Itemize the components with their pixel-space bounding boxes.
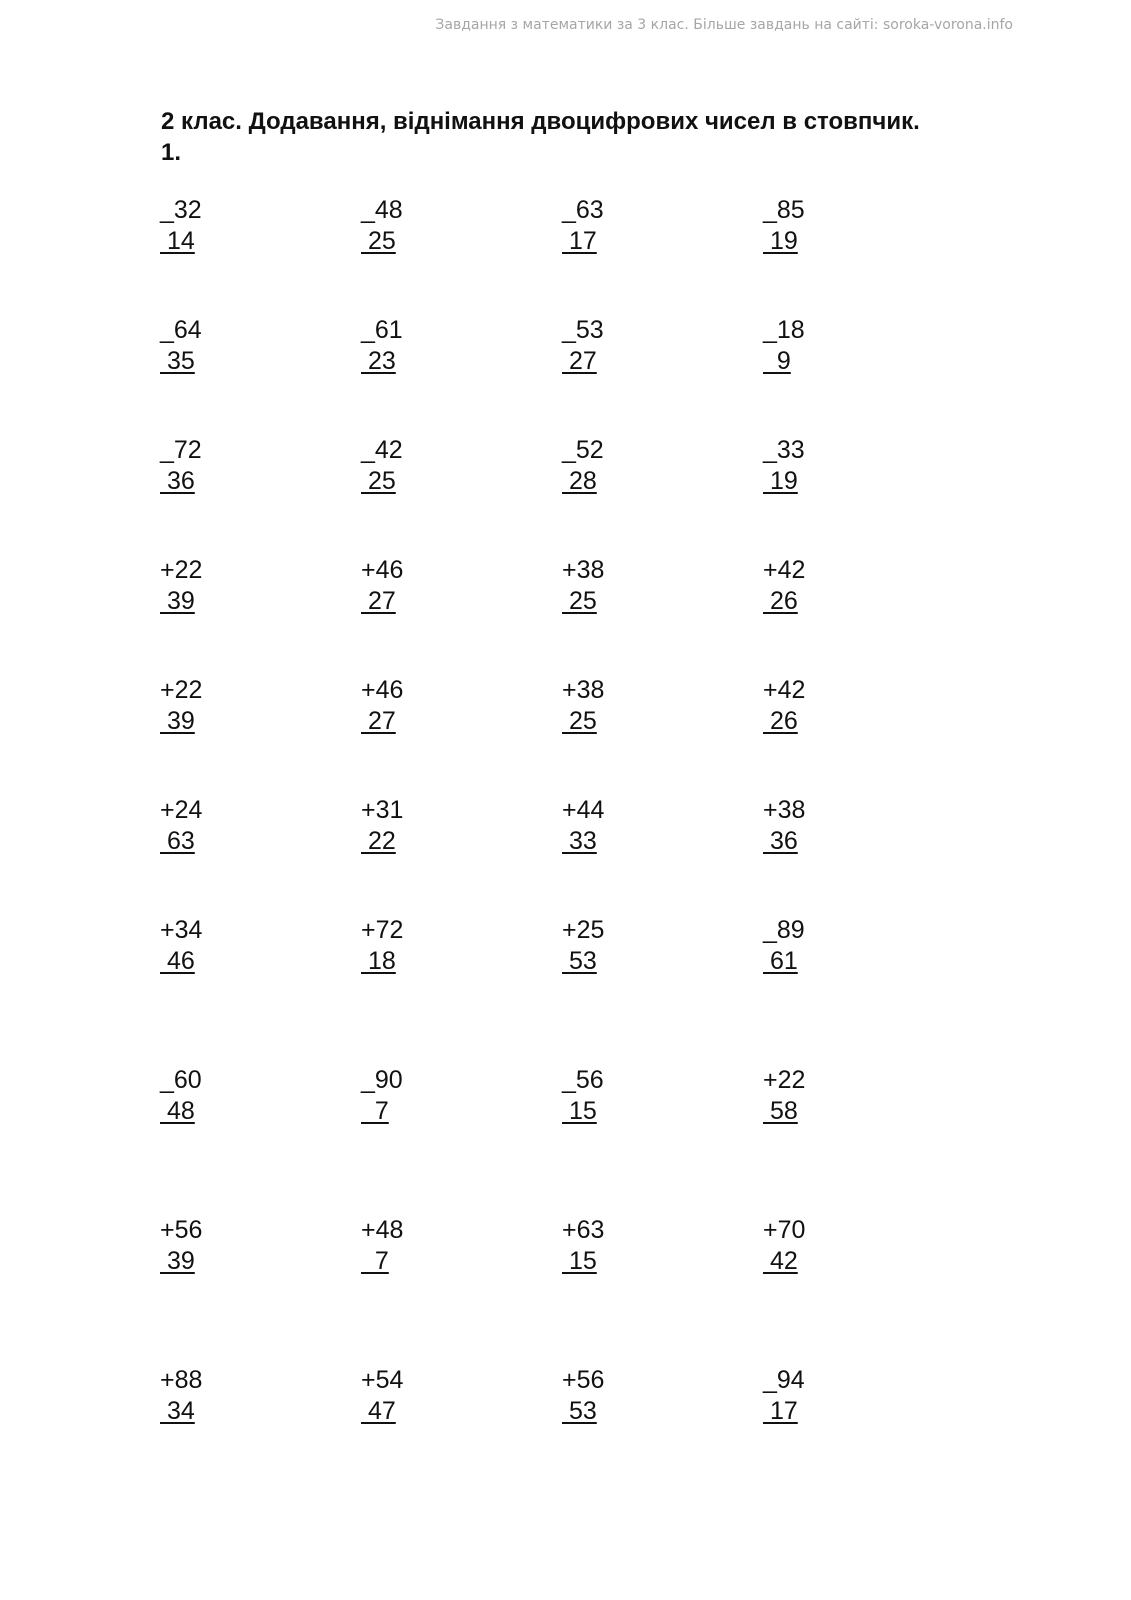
second-operand: 48	[160, 1097, 195, 1125]
second-operand: 19	[763, 467, 798, 495]
first-operand: +31	[361, 796, 404, 824]
first-operand: _63	[562, 196, 604, 224]
problem	[562, 675, 608, 737]
second-operand: 33	[562, 827, 597, 855]
first-operand: +46	[361, 676, 404, 704]
second-operand: 14	[160, 227, 195, 255]
first-operand: +38	[562, 556, 605, 584]
first-operand: +42	[763, 556, 806, 584]
first-operand: +54	[361, 1366, 404, 1394]
first-operand: _18	[763, 316, 805, 344]
problem	[160, 1065, 206, 1127]
second-operand: 39	[160, 587, 195, 615]
second-operand: 17	[763, 1397, 798, 1425]
problem	[763, 1215, 809, 1277]
first-operand: _64	[160, 316, 202, 344]
problem	[562, 1065, 608, 1127]
problem	[562, 1215, 608, 1277]
second-operand: 35	[160, 347, 195, 375]
problem	[361, 915, 407, 977]
problem	[361, 675, 407, 737]
second-operand: 58	[763, 1097, 798, 1125]
first-operand: _52	[562, 436, 604, 464]
second-operand: 42	[763, 1247, 798, 1275]
first-operand: +22	[160, 676, 203, 704]
first-operand: _85	[763, 196, 805, 224]
second-operand: 26	[763, 587, 798, 615]
problem	[562, 555, 608, 617]
second-operand: 34	[160, 1397, 195, 1425]
problem	[562, 435, 608, 497]
first-operand: +34	[160, 916, 203, 944]
second-operand: 36	[763, 827, 798, 855]
second-operand: 61	[763, 947, 798, 975]
first-operand: _72	[160, 436, 202, 464]
second-operand: 39	[160, 707, 195, 735]
problem	[562, 915, 608, 977]
first-operand: +70	[763, 1216, 806, 1244]
first-operand: +48	[361, 1216, 404, 1244]
second-operand: 25	[562, 707, 597, 735]
problem	[160, 315, 206, 377]
first-operand: _48	[361, 196, 403, 224]
second-operand: 28	[562, 467, 597, 495]
problem	[562, 795, 608, 857]
problem	[763, 675, 809, 737]
first-operand: _53	[562, 316, 604, 344]
first-operand: +88	[160, 1366, 203, 1394]
second-operand: 46	[160, 947, 195, 975]
second-operand: 15	[562, 1097, 597, 1125]
second-operand: 15	[562, 1247, 597, 1275]
problem	[763, 555, 809, 617]
second-operand: 39	[160, 1247, 195, 1275]
second-operand: 25	[361, 467, 396, 495]
problem	[361, 195, 407, 257]
problem	[763, 195, 809, 257]
first-operand: _32	[160, 196, 202, 224]
first-operand: _60	[160, 1066, 202, 1094]
first-operand: +63	[562, 1216, 605, 1244]
problem	[160, 675, 206, 737]
first-operand: +44	[562, 796, 605, 824]
first-operand: _33	[763, 436, 805, 464]
problem	[763, 795, 809, 857]
first-operand: +42	[763, 676, 806, 704]
second-operand: 36	[160, 467, 195, 495]
second-operand: 17	[562, 227, 597, 255]
first-operand: _61	[361, 316, 403, 344]
second-operand: 7	[361, 1247, 389, 1275]
first-operand: +72	[361, 916, 404, 944]
second-operand: 53	[562, 1397, 597, 1425]
exercise-number: 1.	[161, 139, 182, 166]
first-operand: +25	[562, 916, 605, 944]
second-operand: 26	[763, 707, 798, 735]
problem	[160, 195, 206, 257]
problem	[763, 1365, 809, 1427]
problem	[763, 435, 809, 497]
problem	[361, 1365, 407, 1427]
second-operand: 27	[562, 347, 597, 375]
problem	[562, 1365, 608, 1427]
first-operand: +38	[763, 796, 806, 824]
problem	[361, 1215, 407, 1277]
problem	[562, 315, 608, 377]
second-operand: 25	[361, 227, 396, 255]
first-operand: _94	[763, 1366, 805, 1394]
first-operand: +46	[361, 556, 404, 584]
second-operand: 7	[361, 1097, 389, 1125]
second-operand: 23	[361, 347, 396, 375]
problem	[562, 195, 608, 257]
problem	[361, 795, 407, 857]
problem	[160, 795, 206, 857]
first-operand: _42	[361, 436, 403, 464]
site-note: Завдання з математики за 3 клас. Більше завдань на сайті: soroka-vorona.info	[435, 17, 1013, 33]
first-operand: +56	[160, 1216, 203, 1244]
second-operand: 9	[763, 347, 791, 375]
second-operand: 63	[160, 827, 195, 855]
problem	[361, 315, 407, 377]
problem	[160, 435, 206, 497]
first-operand: +24	[160, 796, 203, 824]
first-operand: +38	[562, 676, 605, 704]
first-operand: _89	[763, 916, 805, 944]
problem	[160, 915, 206, 977]
problem	[361, 555, 407, 617]
title-line: 2 клас. Додавання, віднімання двоцифрових чисел в стовпчик.	[161, 108, 920, 135]
problem	[160, 1365, 206, 1427]
problem	[361, 435, 407, 497]
problem	[763, 315, 809, 377]
second-operand: 19	[763, 227, 798, 255]
problem	[160, 1215, 206, 1277]
second-operand: 25	[562, 587, 597, 615]
second-operand: 47	[361, 1397, 396, 1425]
second-operand: 53	[562, 947, 597, 975]
problem	[763, 1065, 809, 1127]
first-operand: +22	[763, 1066, 806, 1094]
second-operand: 18	[361, 947, 396, 975]
problem	[361, 1065, 407, 1127]
first-operand: _56	[562, 1066, 604, 1094]
problem	[763, 915, 809, 977]
problems-grid	[160, 0, 1060, 1600]
first-operand: +22	[160, 556, 203, 584]
second-operand: 27	[361, 587, 396, 615]
first-operand: _90	[361, 1066, 403, 1094]
problem	[160, 555, 206, 617]
second-operand: 27	[361, 707, 396, 735]
second-operand: 22	[361, 827, 396, 855]
first-operand: +56	[562, 1366, 605, 1394]
